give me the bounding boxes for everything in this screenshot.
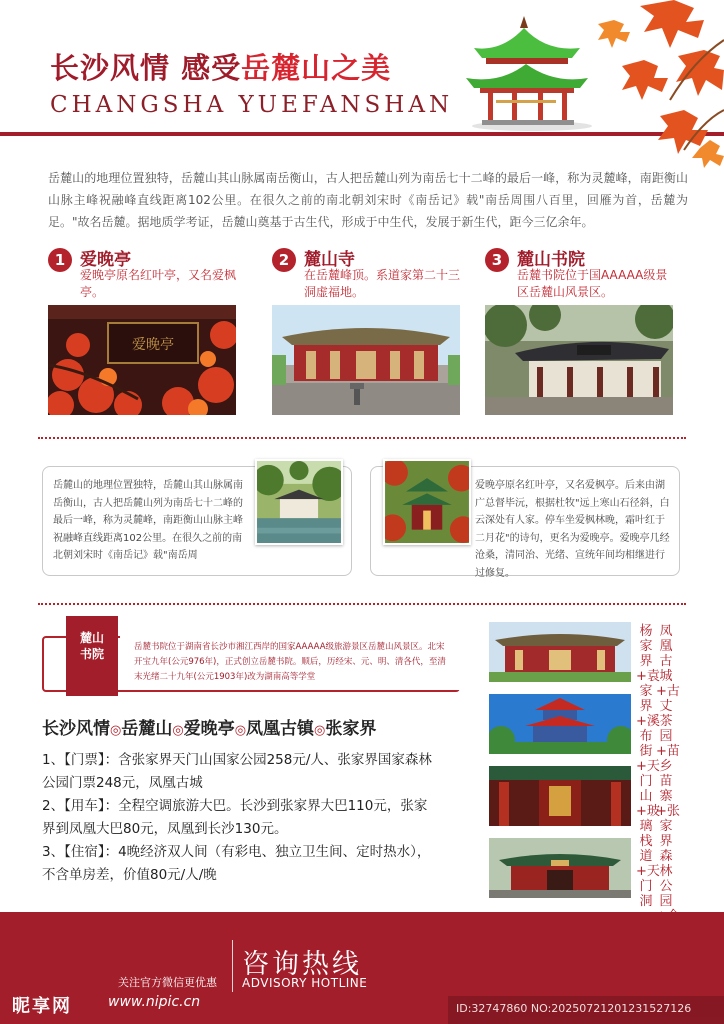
info-lodging: 3、【住宿】：4晚经济双人间（有彩电、独立卫生间、定时热水），不含单房差，价值80元/人/晚 [42, 844, 431, 883]
aiwanting-photo [48, 305, 236, 415]
maple-leaves-decoration [574, 0, 724, 170]
info-transport: 2、【用车】：全程空调旅游大巴。长沙到张家界大巴110元，张家界到凤凰大巴80元，凤凰到长沙130元。 [42, 798, 428, 837]
spot-aiwanting [48, 245, 238, 420]
gate-pavilion-photo [489, 838, 631, 898]
spot-number: 2 [272, 248, 296, 272]
spot-description: 爱晚亭原名红叶亭，又名爱枫亭。 [80, 268, 237, 299]
footer-divider [232, 940, 233, 992]
lushan-temple-photo [272, 305, 460, 415]
route-separator: ◎ [314, 723, 326, 738]
header [0, 0, 724, 150]
info-card-yuelu [42, 466, 352, 576]
spot-description: 岳麓书院位于国AAAAA级景区岳麓山风景区。 [517, 268, 668, 299]
route-separator: ◎ [110, 723, 122, 738]
spot-title: 麓山寺 [304, 250, 355, 270]
route-stop: 爱晚亭 [183, 719, 235, 739]
hotline-subtitle: ADVISORY HOTLINE [242, 976, 368, 990]
academy-description: 岳麓书院位于湖南省长沙市湘江西岸的国家AAAAA级旅游景区岳麓山风景区。北宋开宝九年(公元976年)，正式创立岳麓书院。顺后，历经宋、元、明、清各代，至清末光绪二十九年(公元1903年)改为湖南高等学堂 [134, 642, 446, 682]
plaque-sign: 爱晚亭 [132, 337, 174, 353]
temple-hall-photo [489, 622, 631, 682]
route-stop: 凤凰古镇 [246, 719, 315, 739]
route-stop: 长沙风情 [42, 719, 110, 739]
attractions-vertical-1: 杨家界+袁家界+溪布街+天门山+玻璃栈道+天门洞 [636, 624, 660, 909]
spot-description: 在岳麓峰顶。系道家第二十三洞虚福地。 [304, 268, 461, 299]
spot-lushan-temple [272, 245, 462, 420]
dotted-divider [38, 603, 686, 605]
watermark-logo: 昵享网 [12, 996, 72, 1017]
trip-info-list [42, 749, 434, 887]
info-card-aiwanting [370, 466, 680, 579]
title-part2: 岳麓山之美 [241, 51, 392, 85]
route-heading [42, 714, 376, 739]
dotted-divider [38, 437, 686, 439]
spot-lushan-academy [485, 245, 675, 420]
info-tickets: 1、【门票】：含张家界天门山国家公园258元/人、张家界国家森林公园门票248元，凤凰古城 [42, 752, 432, 791]
attractions-vertical-2: 凤凰古城+古丈茶园+苗乡苗寨+张家界森林公园 [656, 624, 680, 909]
route-separator: ◎ [234, 723, 247, 738]
route-separator: ◎ [172, 723, 184, 738]
spot-number: 3 [485, 248, 509, 272]
page-title [50, 46, 391, 87]
watermark-url: www.nipic.cn [108, 994, 201, 1010]
hotline-title: 咨询热线 [242, 949, 362, 980]
watermark-id: ID:32747860 NO:20250721201231527126 [456, 1002, 692, 1015]
spot-title: 麓山书院 [517, 250, 585, 270]
wechat-note: 关注官方微信更优惠 [118, 976, 217, 989]
spot-number: 1 [48, 248, 72, 272]
title-part1: 长沙风情 感受 [50, 51, 242, 85]
intro-paragraph: 岳麓山的地理位置独特，岳麓山其山脉属南岳衡山，古人把岳麓山列为南岳七十二峰的最后一峰，称为灵麓峰，南距衡山山脉主峰祝融峰直线距离102公里。在很久之前的南北朝刘宋时《南岳记》载"南岳周围八百里，回雁为首，岳麓为足。"故名岳麓。据地质学考证，岳麓山奠基于古生代，形成于中生代，发展于新生代，距今三亿余年。 [48, 171, 688, 229]
route-stop: 张家界 [325, 719, 377, 739]
route-stop: 岳麓山 [121, 719, 173, 739]
pavilion-illustration [462, 14, 592, 132]
section-tag [66, 616, 118, 696]
red-pavilion-photo [383, 459, 471, 545]
lushan-academy-photo [485, 305, 673, 415]
card-text: 岳麓山的地理位置独特，岳麓山其山脉属南岳衡山，古人把岳麓山列为南岳七十二峰的最后一峰，称为灵麓峰，南距衡山山脉主峰祝融峰直线距离102公里。在很久之前的南北朝刘宋时《南岳记》载"南岳周 [53, 480, 243, 561]
photo-column [489, 622, 631, 910]
section-tag-label: 麓山书院 [79, 631, 104, 661]
temple-interior-photo [489, 766, 631, 826]
page-subtitle: CHANGSHA YUEFANSHAN [50, 92, 454, 118]
garden-pavilion-photo [255, 459, 343, 545]
spot-title: 爱晚亭 [80, 250, 131, 270]
card-text: 爱晚亭原名红叶亭，又名爱枫亭。后来由湖广总督毕沅，根据杜牧"远上寒山石径斜，白云深处有人家。停车坐爱枫林晚，霜叶红于二月花"的诗句，更名为爱晚亭。爱晚亭几经沧桑，清同治、光绪、宣统年间均相继进行过修复。 [475, 480, 670, 579]
blue-tower-photo [489, 694, 631, 754]
